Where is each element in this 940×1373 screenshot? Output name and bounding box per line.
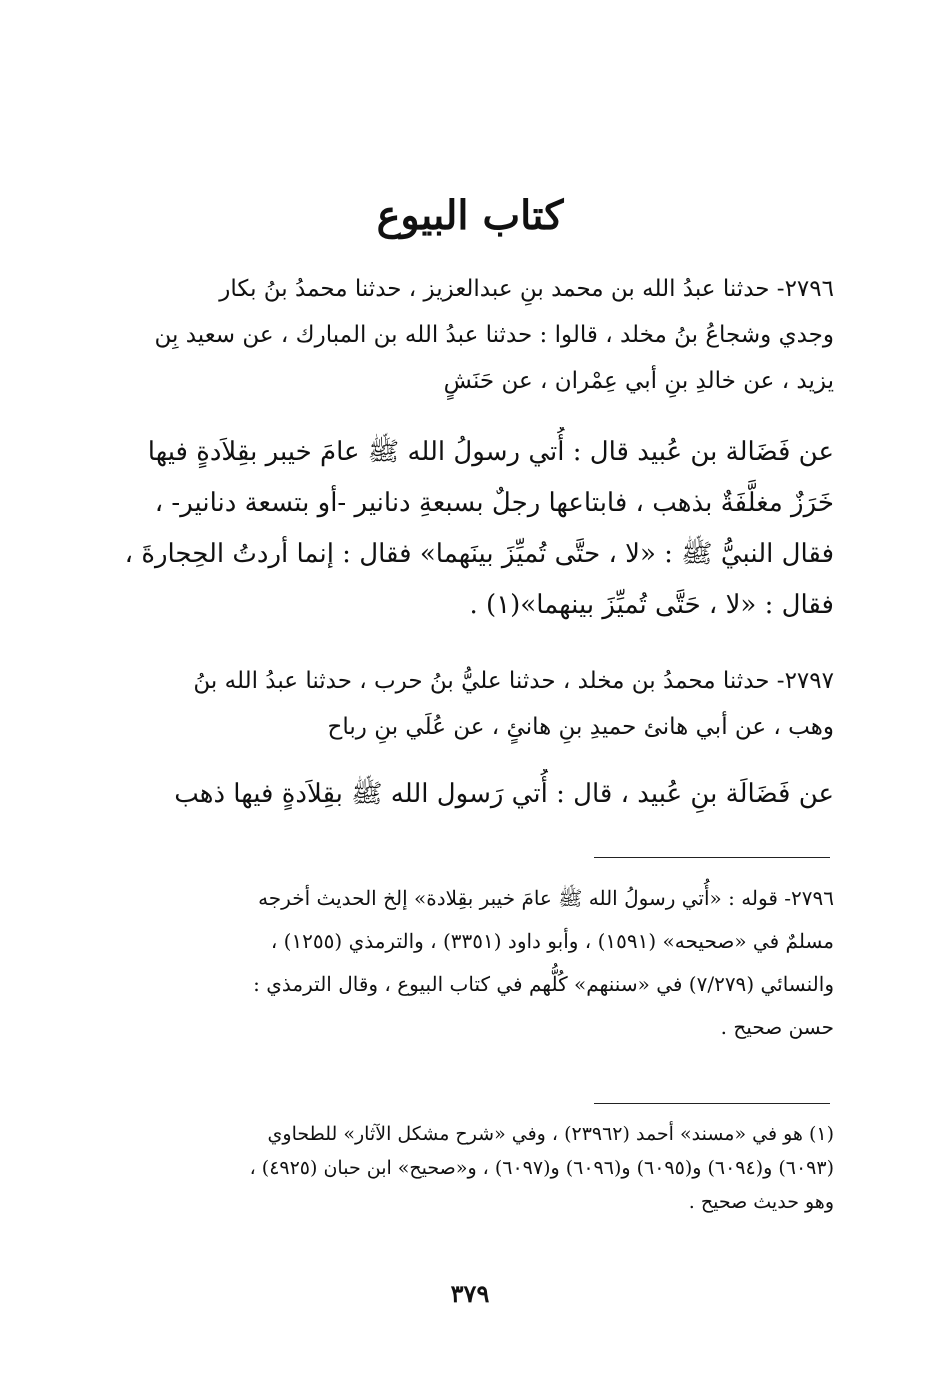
note-line: (٦٠٩٣) و(٦٠٩٤) و(٦٠٩٥) و(٦٠٩٦) و(٦٠٩٧) ، و«صحيح» ابن حبان (٤٩٢٥) ، bbox=[249, 1157, 834, 1179]
matn-line: خَرَزٌ مغلَّفَةٌ بذهب ، فابتاعها رجلٌ بسبعةِ دنانير -أو بتسعة دنانير- ، bbox=[154, 488, 834, 518]
isnad-line: وجدي وشجاعُ بنُ مخلد ، قالوا : حدثنا عبدُ الله بن المبارك ، عن سعيد بِن bbox=[154, 322, 834, 348]
note-line: وهو حديث صحيح . bbox=[688, 1191, 834, 1213]
hadith-2796-isnad bbox=[118, 266, 834, 404]
footnote-line: ٢٧٩٦- قوله : «أُتي رسولُ الله ﷺ عامَ خيبر بقِلادة» إلخ الحديث أخرجه bbox=[258, 886, 834, 910]
footnote-line: والنسائي (٧/٢٧٩) في «سننهم» كُلُّهم في كتاب البيوع ، وقال الترمذي : bbox=[253, 972, 834, 996]
matn-line: عن فَضَالة بن عُبيد قال : أُتي رسولُ الله ﷺ عامَ خيبر بقِلاَدةٍ فيها bbox=[147, 437, 834, 467]
hadith-2796-matn bbox=[118, 427, 834, 631]
numbered-note bbox=[118, 1117, 834, 1219]
takhrij-footnote bbox=[118, 877, 834, 1049]
hadith-2797-matn bbox=[118, 769, 834, 820]
isnad-line: يزيد ، عن خالدِ بنِ أبي عِمْران ، عن حَنَشٍ bbox=[443, 368, 834, 394]
footnote-divider bbox=[594, 857, 830, 858]
isnad-line: ٢٧٩٧- حدثنا محمدُ بن مخلد ، حدثنا عليُّ بنُ حرب ، حدثنا عبدُ الله بنُ bbox=[193, 668, 834, 694]
chapter-title: كتاب البيوع bbox=[376, 192, 564, 239]
page-number: ٣٧٩ bbox=[450, 1279, 490, 1308]
matn-line: عن فَضَالَة بنِ عُبيد ، قال : أُتي رَسول الله ﷺ بقِلاَدةٍ فيها ذهب bbox=[174, 779, 834, 809]
hadith-2797-isnad bbox=[118, 658, 834, 750]
note-divider bbox=[594, 1103, 830, 1104]
matn-line: فقال : «لا ، حَتَّى تُميِّزَ بينهما»(١) . bbox=[469, 590, 834, 620]
note-line: (١) هو في «مسند» أحمد (٢٣٩٦٢) ، وفي «شرح مشكل الآثار» للطحاوي bbox=[267, 1123, 834, 1145]
isnad-line: ٢٧٩٦- حدثنا عبدُ الله بن محمد بنِ عبدالعزيز ، حدثنا محمدُ بنُ بكار bbox=[219, 276, 834, 302]
isnad-line: وهب ، عن أبي هانئ حميدِ بنِ هانئٍ ، عن عُلَي بنِ رباح bbox=[327, 714, 834, 740]
matn-line: فقال النبيُّ ﷺ : «لا ، حتَّى تُميِّزَ بينَهما» فقال : إنما أردتُ الحِجارةَ ، bbox=[124, 539, 834, 569]
footnote-line: مسلمٌ في «صحيحه» (١٥٩١) ، وأبو داود (٣٣٥١) ، والترمذي (١٢٥٥) ، bbox=[270, 929, 834, 953]
footnote-line: حسن صحيح . bbox=[720, 1015, 834, 1039]
